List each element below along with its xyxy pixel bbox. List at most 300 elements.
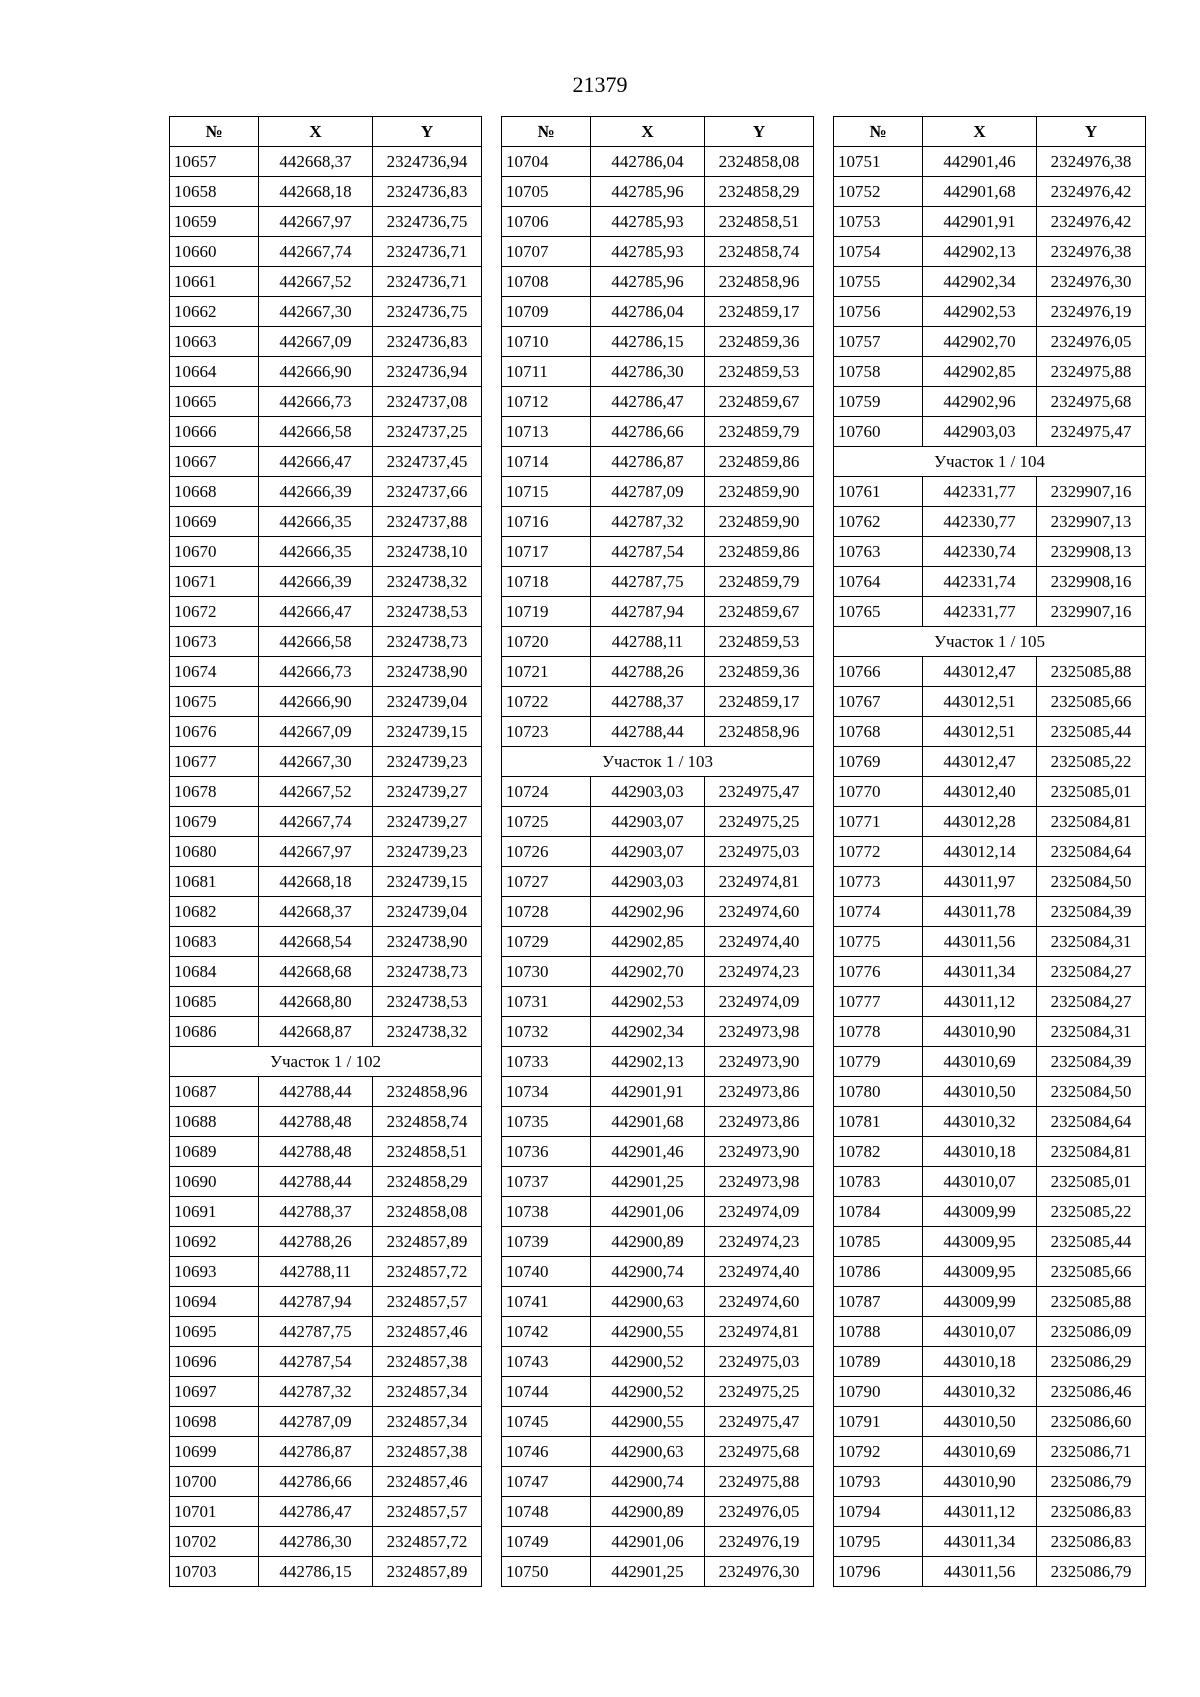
point-number: 10733 [502, 1047, 591, 1077]
table-row [502, 837, 814, 867]
x-coordinate: 442787,54 [259, 1347, 373, 1377]
x-coordinate: 442331,74 [923, 567, 1037, 597]
y-coordinate: 2325085,44 [1037, 717, 1146, 747]
y-coordinate: 2324859,90 [705, 507, 814, 537]
point-number: 10765 [834, 597, 923, 627]
y-coordinate: 2325086,09 [1037, 1317, 1146, 1347]
header-x: X [923, 117, 1037, 147]
x-coordinate: 442900,52 [591, 1377, 705, 1407]
y-coordinate: 2324737,45 [373, 447, 482, 477]
y-coordinate: 2324736,75 [373, 297, 482, 327]
header-number: № [834, 117, 923, 147]
x-coordinate: 442786,66 [591, 417, 705, 447]
x-coordinate: 442667,30 [259, 297, 373, 327]
point-number: 10746 [502, 1437, 591, 1467]
y-coordinate: 2324974,60 [705, 897, 814, 927]
table-row [834, 417, 1146, 447]
x-coordinate: 442667,30 [259, 747, 373, 777]
x-coordinate: 443010,18 [923, 1347, 1037, 1377]
table-row [502, 627, 814, 657]
table-row [170, 1467, 482, 1497]
point-number: 10680 [170, 837, 259, 867]
y-coordinate: 2324737,88 [373, 507, 482, 537]
y-coordinate: 2324975,47 [705, 777, 814, 807]
y-coordinate: 2324973,90 [705, 1137, 814, 1167]
point-number: 10781 [834, 1107, 923, 1137]
x-coordinate: 443010,90 [923, 1467, 1037, 1497]
x-coordinate: 442900,89 [591, 1497, 705, 1527]
table-row [502, 1527, 814, 1557]
point-number: 10700 [170, 1467, 259, 1497]
x-coordinate: 442668,87 [259, 1017, 373, 1047]
y-coordinate: 2325085,88 [1037, 657, 1146, 687]
x-coordinate: 442786,47 [259, 1497, 373, 1527]
table-row [502, 1467, 814, 1497]
point-number: 10692 [170, 1227, 259, 1257]
table-row [502, 1287, 814, 1317]
point-number: 10729 [502, 927, 591, 957]
point-number: 10667 [170, 447, 259, 477]
point-number: 10675 [170, 687, 259, 717]
y-coordinate: 2324859,36 [705, 657, 814, 687]
table-row [170, 897, 482, 927]
table-row [834, 837, 1146, 867]
y-coordinate: 2325086,79 [1037, 1557, 1146, 1587]
x-coordinate: 442667,74 [259, 237, 373, 267]
y-coordinate: 2324857,34 [373, 1407, 482, 1437]
x-coordinate: 442666,73 [259, 387, 373, 417]
y-coordinate: 2324857,38 [373, 1437, 482, 1467]
point-number: 10783 [834, 1167, 923, 1197]
table-row [834, 717, 1146, 747]
x-coordinate: 442900,74 [591, 1257, 705, 1287]
point-number: 10752 [834, 177, 923, 207]
point-number: 10663 [170, 327, 259, 357]
y-coordinate: 2324738,90 [373, 657, 482, 687]
y-coordinate: 2324859,90 [705, 477, 814, 507]
x-coordinate: 442902,34 [923, 267, 1037, 297]
point-number: 10790 [834, 1377, 923, 1407]
y-coordinate: 2324976,19 [1037, 297, 1146, 327]
point-number: 10767 [834, 687, 923, 717]
x-coordinate: 442903,07 [591, 837, 705, 867]
table-row [170, 327, 482, 357]
y-coordinate: 2329908,13 [1037, 537, 1146, 567]
section-row [170, 1047, 482, 1077]
x-coordinate: 443009,99 [923, 1197, 1037, 1227]
y-coordinate: 2324738,10 [373, 537, 482, 567]
y-coordinate: 2324738,32 [373, 567, 482, 597]
point-number: 10696 [170, 1347, 259, 1377]
y-coordinate: 2324857,57 [373, 1497, 482, 1527]
point-number: 10742 [502, 1317, 591, 1347]
x-coordinate: 442668,18 [259, 177, 373, 207]
point-number: 10719 [502, 597, 591, 627]
y-coordinate: 2325086,71 [1037, 1437, 1146, 1467]
x-coordinate: 442902,70 [591, 957, 705, 987]
table-row [502, 327, 814, 357]
x-coordinate: 442902,85 [591, 927, 705, 957]
y-coordinate: 2324976,05 [705, 1497, 814, 1527]
point-number: 10784 [834, 1197, 923, 1227]
y-coordinate: 2324737,66 [373, 477, 482, 507]
y-coordinate: 2324974,40 [705, 1257, 814, 1287]
y-coordinate: 2325084,39 [1037, 897, 1146, 927]
point-number: 10745 [502, 1407, 591, 1437]
x-coordinate: 443010,32 [923, 1107, 1037, 1137]
x-coordinate: 443012,47 [923, 657, 1037, 687]
y-coordinate: 2324857,72 [373, 1527, 482, 1557]
table-row [834, 1257, 1146, 1287]
header-row [170, 117, 482, 147]
x-coordinate: 442666,47 [259, 447, 373, 477]
x-coordinate: 442668,37 [259, 897, 373, 927]
y-coordinate: 2324739,23 [373, 837, 482, 867]
point-number: 10775 [834, 927, 923, 957]
x-coordinate: 443010,69 [923, 1047, 1037, 1077]
point-number: 10687 [170, 1077, 259, 1107]
y-coordinate: 2324976,05 [1037, 327, 1146, 357]
table-row [502, 1347, 814, 1377]
table-row [170, 237, 482, 267]
y-coordinate: 2325086,60 [1037, 1407, 1146, 1437]
y-coordinate: 2329908,16 [1037, 567, 1146, 597]
x-coordinate: 443011,12 [923, 987, 1037, 1017]
x-coordinate: 443010,07 [923, 1317, 1037, 1347]
point-number: 10712 [502, 387, 591, 417]
x-coordinate: 443010,32 [923, 1377, 1037, 1407]
point-number: 10705 [502, 177, 591, 207]
y-coordinate: 2324859,86 [705, 537, 814, 567]
x-coordinate: 442785,96 [591, 177, 705, 207]
y-coordinate: 2324976,30 [1037, 267, 1146, 297]
point-number: 10660 [170, 237, 259, 267]
y-coordinate: 2324974,60 [705, 1287, 814, 1317]
y-coordinate: 2325084,64 [1037, 837, 1146, 867]
x-coordinate: 442788,44 [591, 717, 705, 747]
point-number: 10713 [502, 417, 591, 447]
x-coordinate: 442666,90 [259, 687, 373, 717]
table-row [502, 1017, 814, 1047]
y-coordinate: 2324858,08 [705, 147, 814, 177]
y-coordinate: 2324975,03 [705, 1347, 814, 1377]
x-coordinate: 442330,77 [923, 507, 1037, 537]
x-coordinate: 442900,52 [591, 1347, 705, 1377]
point-number: 10679 [170, 807, 259, 837]
y-coordinate: 2324739,27 [373, 807, 482, 837]
y-coordinate: 2324739,15 [373, 717, 482, 747]
y-coordinate: 2324974,23 [705, 957, 814, 987]
y-coordinate: 2324974,40 [705, 927, 814, 957]
point-number: 10789 [834, 1347, 923, 1377]
table-row [834, 1137, 1146, 1167]
point-number: 10685 [170, 987, 259, 1017]
y-coordinate: 2324858,74 [373, 1107, 482, 1137]
point-number: 10658 [170, 177, 259, 207]
y-coordinate: 2325086,83 [1037, 1527, 1146, 1557]
x-coordinate: 442331,77 [923, 597, 1037, 627]
y-coordinate: 2324973,98 [705, 1167, 814, 1197]
table-row [170, 1137, 482, 1167]
point-number: 10704 [502, 147, 591, 177]
y-coordinate: 2324973,90 [705, 1047, 814, 1077]
point-number: 10698 [170, 1407, 259, 1437]
x-coordinate: 442788,37 [259, 1197, 373, 1227]
point-number: 10693 [170, 1257, 259, 1287]
table-row [170, 537, 482, 567]
y-coordinate: 2324976,42 [1037, 207, 1146, 237]
table-row [170, 507, 482, 537]
x-coordinate: 442901,68 [923, 177, 1037, 207]
table-row [834, 1077, 1146, 1107]
y-coordinate: 2324736,75 [373, 207, 482, 237]
point-number: 10788 [834, 1317, 923, 1347]
table-row [502, 267, 814, 297]
point-number: 10677 [170, 747, 259, 777]
y-coordinate: 2329907,16 [1037, 597, 1146, 627]
table-row [502, 1557, 814, 1587]
y-coordinate: 2324858,29 [373, 1167, 482, 1197]
x-coordinate: 443012,40 [923, 777, 1037, 807]
x-coordinate: 442900,55 [591, 1317, 705, 1347]
header-y: Y [373, 117, 482, 147]
point-number: 10661 [170, 267, 259, 297]
y-coordinate: 2325085,22 [1037, 1197, 1146, 1227]
y-coordinate: 2324857,72 [373, 1257, 482, 1287]
table-row [170, 147, 482, 177]
y-coordinate: 2324859,17 [705, 297, 814, 327]
table-row [170, 657, 482, 687]
table-row [170, 567, 482, 597]
y-coordinate: 2324859,86 [705, 447, 814, 477]
point-number: 10718 [502, 567, 591, 597]
point-number: 10744 [502, 1377, 591, 1407]
table-row [170, 777, 482, 807]
x-coordinate: 443009,95 [923, 1227, 1037, 1257]
y-coordinate: 2324858,08 [373, 1197, 482, 1227]
table-row [834, 687, 1146, 717]
point-number: 10676 [170, 717, 259, 747]
section-row [834, 627, 1146, 657]
y-coordinate: 2324975,88 [705, 1467, 814, 1497]
x-coordinate: 443012,47 [923, 747, 1037, 777]
point-number: 10682 [170, 897, 259, 927]
y-coordinate: 2324858,96 [705, 267, 814, 297]
point-number: 10670 [170, 537, 259, 567]
point-number: 10786 [834, 1257, 923, 1287]
table-row [170, 867, 482, 897]
table-row [834, 1437, 1146, 1467]
y-coordinate: 2324859,53 [705, 627, 814, 657]
y-coordinate: 2324976,30 [705, 1557, 814, 1587]
y-coordinate: 2324976,19 [705, 1527, 814, 1557]
point-number: 10727 [502, 867, 591, 897]
table-row [834, 897, 1146, 927]
x-coordinate: 443011,34 [923, 957, 1037, 987]
table-row [834, 1227, 1146, 1257]
point-number: 10678 [170, 777, 259, 807]
y-coordinate: 2324859,36 [705, 327, 814, 357]
table-row [834, 1017, 1146, 1047]
y-coordinate: 2325084,64 [1037, 1107, 1146, 1137]
table-row [170, 747, 482, 777]
x-coordinate: 442787,94 [591, 597, 705, 627]
x-coordinate: 442788,37 [591, 687, 705, 717]
table-row [170, 1437, 482, 1467]
x-coordinate: 442667,52 [259, 777, 373, 807]
table-row [170, 1227, 482, 1257]
point-number: 10741 [502, 1287, 591, 1317]
x-coordinate: 443011,34 [923, 1527, 1037, 1557]
point-number: 10684 [170, 957, 259, 987]
x-coordinate: 443010,69 [923, 1437, 1037, 1467]
table-row [502, 177, 814, 207]
table-row [834, 777, 1146, 807]
x-coordinate: 442787,09 [591, 477, 705, 507]
point-number: 10737 [502, 1167, 591, 1197]
y-coordinate: 2324858,96 [705, 717, 814, 747]
point-number: 10726 [502, 837, 591, 867]
y-coordinate: 2324736,94 [373, 147, 482, 177]
x-coordinate: 442666,58 [259, 417, 373, 447]
x-coordinate: 442668,37 [259, 147, 373, 177]
table-row [502, 1317, 814, 1347]
x-coordinate: 442666,39 [259, 477, 373, 507]
x-coordinate: 442788,11 [591, 627, 705, 657]
table-row [170, 1257, 482, 1287]
header-y: Y [705, 117, 814, 147]
table-row [502, 1437, 814, 1467]
point-number: 10747 [502, 1467, 591, 1497]
table-row [502, 417, 814, 447]
table-row [834, 1467, 1146, 1497]
point-number: 10711 [502, 357, 591, 387]
table-row [502, 237, 814, 267]
table-row [502, 1377, 814, 1407]
table-row [502, 1197, 814, 1227]
x-coordinate: 442785,93 [591, 207, 705, 237]
point-number: 10748 [502, 1497, 591, 1527]
point-number: 10791 [834, 1407, 923, 1437]
x-coordinate: 442901,46 [923, 147, 1037, 177]
y-coordinate: 2324974,23 [705, 1227, 814, 1257]
x-coordinate: 442902,53 [591, 987, 705, 1017]
x-coordinate: 442901,06 [591, 1197, 705, 1227]
x-coordinate: 442900,74 [591, 1467, 705, 1497]
point-number: 10690 [170, 1167, 259, 1197]
table-row [170, 807, 482, 837]
point-number: 10738 [502, 1197, 591, 1227]
y-coordinate: 2324974,09 [705, 987, 814, 1017]
table-row [834, 1167, 1146, 1197]
y-coordinate: 2324736,83 [373, 327, 482, 357]
table-row [170, 957, 482, 987]
point-number: 10766 [834, 657, 923, 687]
y-coordinate: 2325085,22 [1037, 747, 1146, 777]
x-coordinate: 442787,54 [591, 537, 705, 567]
point-number: 10691 [170, 1197, 259, 1227]
y-coordinate: 2325084,27 [1037, 987, 1146, 1017]
table-row [170, 387, 482, 417]
coordinates-table-1 [169, 116, 482, 1587]
table-row [502, 897, 814, 927]
y-coordinate: 2325084,50 [1037, 867, 1146, 897]
table-row [170, 1377, 482, 1407]
x-coordinate: 442786,30 [591, 357, 705, 387]
y-coordinate: 2324857,46 [373, 1317, 482, 1347]
x-coordinate: 443010,07 [923, 1167, 1037, 1197]
point-number: 10709 [502, 297, 591, 327]
x-coordinate: 442900,55 [591, 1407, 705, 1437]
table-row [170, 297, 482, 327]
y-coordinate: 2325085,01 [1037, 1167, 1146, 1197]
y-coordinate: 2325084,50 [1037, 1077, 1146, 1107]
header-x: X [591, 117, 705, 147]
x-coordinate: 442902,53 [923, 297, 1037, 327]
y-coordinate: 2324973,98 [705, 1017, 814, 1047]
y-coordinate: 2325085,01 [1037, 777, 1146, 807]
point-number: 10681 [170, 867, 259, 897]
x-coordinate: 443011,97 [923, 867, 1037, 897]
table-row [170, 927, 482, 957]
point-number: 10740 [502, 1257, 591, 1287]
table-row [834, 1407, 1146, 1437]
point-number: 10778 [834, 1017, 923, 1047]
table-row [170, 267, 482, 297]
x-coordinate: 442788,48 [259, 1107, 373, 1137]
table-row [502, 537, 814, 567]
x-coordinate: 442331,77 [923, 477, 1037, 507]
x-coordinate: 442901,91 [591, 1077, 705, 1107]
point-number: 10673 [170, 627, 259, 657]
y-coordinate: 2324736,71 [373, 267, 482, 297]
y-coordinate: 2329907,16 [1037, 477, 1146, 507]
x-coordinate: 442786,30 [259, 1527, 373, 1557]
y-coordinate: 2324857,89 [373, 1557, 482, 1587]
header-y: Y [1037, 117, 1146, 147]
y-coordinate: 2324736,71 [373, 237, 482, 267]
x-coordinate: 442785,96 [591, 267, 705, 297]
point-number: 10699 [170, 1437, 259, 1467]
point-number: 10657 [170, 147, 259, 177]
table-row [170, 837, 482, 867]
table-row [170, 1077, 482, 1107]
table-row [834, 1497, 1146, 1527]
x-coordinate: 442330,74 [923, 537, 1037, 567]
table-row [834, 1527, 1146, 1557]
x-coordinate: 442903,03 [591, 777, 705, 807]
point-number: 10706 [502, 207, 591, 237]
x-coordinate: 442901,06 [591, 1527, 705, 1557]
y-coordinate: 2324738,73 [373, 957, 482, 987]
point-number: 10731 [502, 987, 591, 1017]
point-number: 10734 [502, 1077, 591, 1107]
x-coordinate: 442786,87 [591, 447, 705, 477]
x-coordinate: 442786,47 [591, 387, 705, 417]
x-coordinate: 442788,48 [259, 1137, 373, 1167]
x-coordinate: 442901,91 [923, 207, 1037, 237]
table-row [502, 777, 814, 807]
point-number: 10753 [834, 207, 923, 237]
point-number: 10780 [834, 1077, 923, 1107]
table-row [834, 297, 1146, 327]
x-coordinate: 442902,13 [591, 1047, 705, 1077]
point-number: 10666 [170, 417, 259, 447]
point-number: 10715 [502, 477, 591, 507]
table-row [834, 807, 1146, 837]
x-coordinate: 442901,46 [591, 1137, 705, 1167]
table-row [502, 477, 814, 507]
